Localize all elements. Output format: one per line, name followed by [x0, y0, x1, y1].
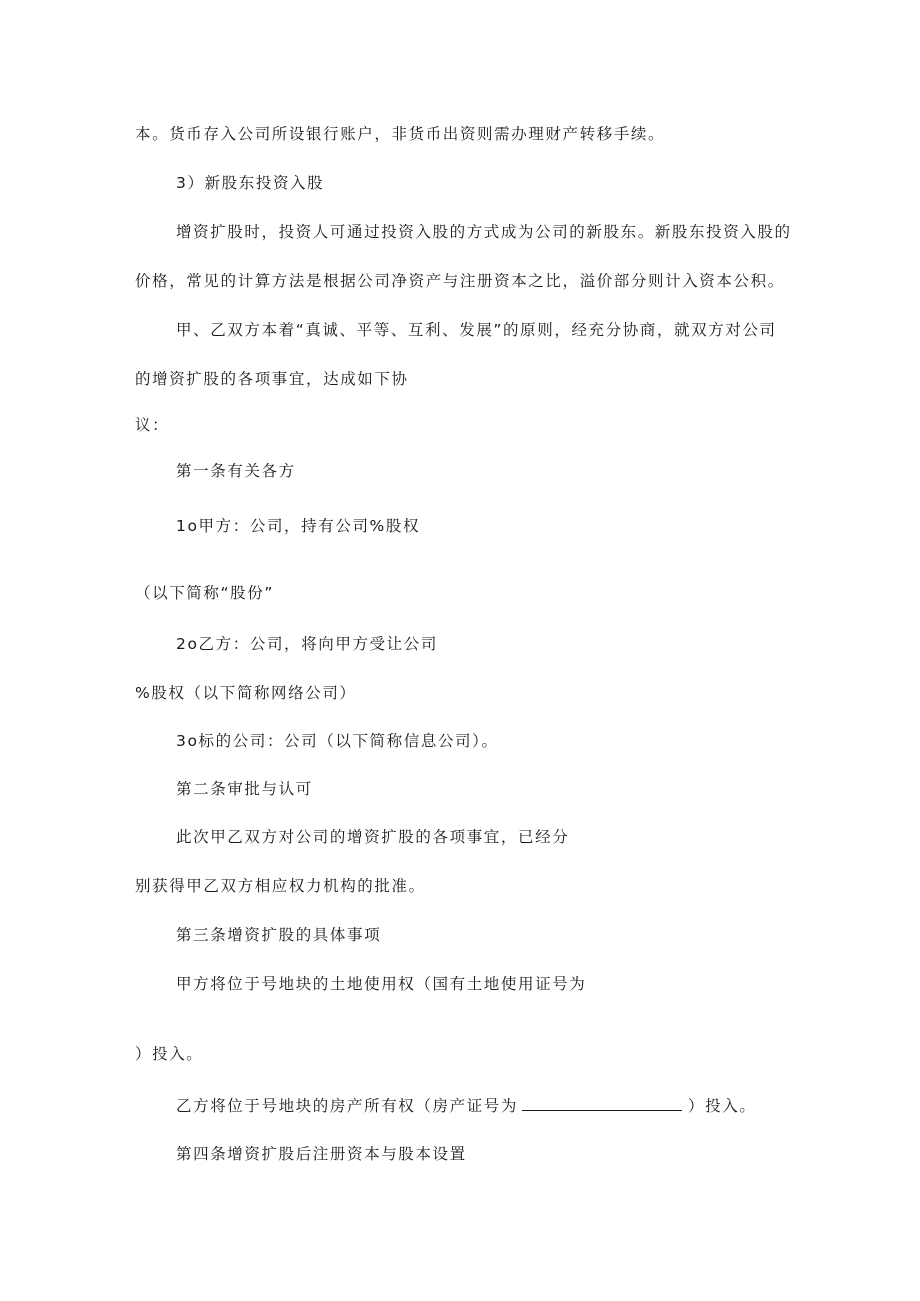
- paragraph-line: 本。货币存入公司所设银行账户，非货币出资则需办理财产转移手续。: [135, 125, 666, 143]
- paragraph-line: ）投入。: [135, 1045, 204, 1063]
- paragraph-line: 甲方将位于号地块的土地使用权（国有土地使用证号为: [176, 975, 587, 993]
- paragraph-text: ）投入。: [688, 1097, 757, 1115]
- article-heading: 第一条有关各方: [176, 462, 296, 480]
- article-heading: 第四条增资扩股后注册资本与股本设置: [176, 1145, 467, 1163]
- paragraph-line: 议：: [135, 416, 170, 434]
- article-heading: 第二条审批与认可: [176, 780, 313, 798]
- paragraph-line: 增资扩股时，投资人可通过投资入股的方式成为公司的新股东。新股东投资入股的: [176, 223, 792, 241]
- clause-line: 3o标的公司：公司（以下简称信息公司）。: [176, 732, 499, 750]
- clause-line: %股权（以下简称网络公司）: [135, 684, 357, 702]
- section-heading: 3）新股东投资入股: [176, 174, 325, 192]
- article-heading: 第三条增资扩股的具体事项: [176, 926, 382, 944]
- fill-in-blank: [522, 1096, 682, 1111]
- clause-line: （以下简称“股份”: [135, 584, 274, 602]
- paragraph-line: [176, 1096, 756, 1116]
- paragraph-text: 乙方将位于号地块的房产所有权（房产证号为: [176, 1097, 519, 1115]
- clause-line: 2o乙方：公司，将向甲方受让公司: [176, 635, 438, 653]
- paragraph-line: 价格，常见的计算方法是根据公司净资产与注册资本之比，溢价部分则计入资本公积。: [135, 272, 785, 290]
- paragraph-line: 别获得甲乙双方相应权力机构的批准。: [135, 877, 426, 895]
- paragraph-line: 此次甲乙双方对公司的增资扩股的各项事宜，已经分: [176, 828, 570, 846]
- paragraph-line: 甲、乙双方本着“真诚、平等、互利、发展”的原则，经充分协商，就双方对公司: [176, 321, 777, 339]
- clause-line: 1o甲方：公司，持有公司%股权: [176, 517, 421, 535]
- paragraph-line: 的增资扩股的各项事宜，达成如下协: [135, 370, 409, 388]
